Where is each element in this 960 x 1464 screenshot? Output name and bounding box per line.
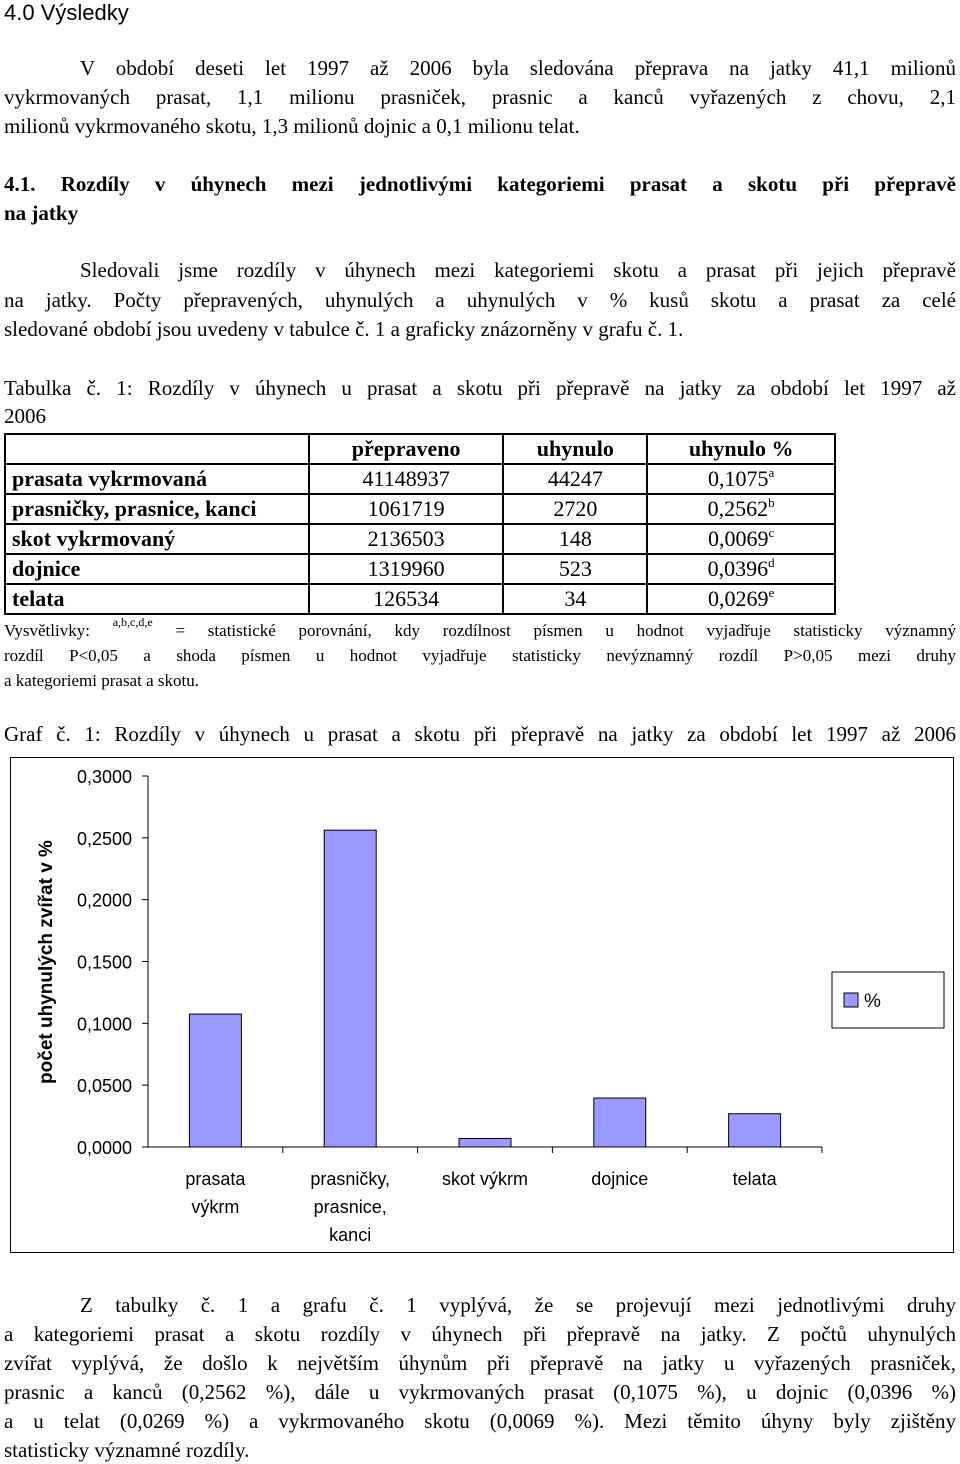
table-header: uhynulo [503, 434, 647, 464]
conclusion-line: a u telat (0,0269 %) a vykrmovaného skotu (0,0069 %). Mezi těmito úhyny byly zjištěny [4, 1409, 956, 1433]
intro-line: vykrmovaných prasat, 1,1 milionu prasniček, prasnic a kanců vyřazených z chovu, 2,1 [4, 85, 956, 109]
cell-died: 34 [503, 584, 647, 614]
note-line3: a kategoriemi prasat a skotu. [4, 671, 199, 690]
y-tick-label: 0,0500 [76, 1076, 132, 1097]
y-axis-label: počet uhynulých zvířat v % [36, 840, 57, 1084]
section-title: 4.1. Rozdíly v úhynech mezi jednotlivými kategoriemi prasat a skotu při přepravě [4, 172, 956, 196]
row-label: dojnice [5, 554, 309, 584]
bar [729, 1114, 781, 1147]
table-header: přepraveno [309, 434, 503, 464]
significance-letter: a [768, 465, 775, 480]
row-label: prasata vykrmovaná [5, 464, 309, 494]
significance-letter: d [768, 555, 775, 570]
conclusion-line: zvířat vyplývá, že došlo k největším úhynům při přepravě na jatky u vyřazených prasniček, [4, 1351, 956, 1375]
page-heading: 4.0 Výsledky [4, 0, 129, 25]
table-caption: 2006 [4, 404, 46, 428]
cell-transported: 1319960 [309, 554, 503, 584]
cell-died: 44247 [503, 464, 647, 494]
bar [594, 1098, 646, 1147]
bar [189, 1014, 241, 1147]
cell-died: 148 [503, 524, 647, 554]
y-tick-label: 0,2500 [76, 828, 132, 849]
y-tick-label: 0,0000 [76, 1138, 132, 1158]
x-tick-label: výkrm [191, 1197, 240, 1217]
x-tick-label: prasata [185, 1169, 246, 1189]
y-tick-label: 0,3000 [76, 767, 132, 787]
significance-letter: e [768, 585, 775, 600]
cell-pct: 0,0396$^d$ [647, 554, 835, 584]
y-tick-label: 0,2000 [76, 890, 132, 911]
note-line1: = statistické porovnání, kdy rozdílnost písmen u hodnot vyjadřuje statisticky významný [175, 621, 957, 640]
legend-swatch [844, 993, 858, 1007]
graph-caption: Graf č. 1: Rozdíly v úhynech u prasat a skotu při přepravě na jatky za období let 1997 až 2006 [4, 722, 956, 746]
row-label: telata [5, 584, 309, 614]
legend-label: % [864, 991, 881, 1012]
y-tick-label: 0,1500 [76, 952, 132, 973]
conclusion-line: Z tabulky č. 1 a grafu č. 1 vyplývá, že se projevují mezi jednotlivými druhy [80, 1293, 956, 1317]
cell-pct: 0,0069$^c$ [647, 524, 835, 554]
x-tick-label: telata [732, 1169, 777, 1189]
note-lead: Vysvětlivky: [4, 621, 90, 640]
table-header: uhynulo % [647, 434, 835, 464]
cell-transported: 2136503 [309, 524, 503, 554]
section-text: sledované období jsou uvedeny v tabulce č. 1 a graficky znázorněny v grafu č. 1. [4, 317, 684, 341]
y-tick-label: 0,1000 [76, 1014, 132, 1035]
x-tick-label: prasnice, [313, 1197, 387, 1217]
conclusion-line: prasnic a kanců (0,2562 %), dále u vykrmovaných prasat (0,1075 %), u dojnic (0,0396 %) [4, 1380, 956, 1404]
bar [324, 830, 376, 1147]
x-tick-label: prasničky, [310, 1169, 391, 1189]
cell-transported: 1061719 [309, 494, 503, 524]
cell-transported: 126534 [309, 584, 503, 614]
cell-pct: 0,2562$^b$ [647, 494, 835, 524]
table-caption: Tabulka č. 1: Rozdíly v úhynech u prasat a skotu při přepravě na jatky za období let 1997 až [4, 376, 956, 400]
note-line2: rozdíl P<0,05 a shoda písmen u hodnot vyjadřuje statisticky nevýznamný rozdíl P>0,05 mezi druhy [4, 646, 956, 665]
x-tick-label: kanci [329, 1225, 372, 1245]
significance-letter: b [768, 495, 775, 510]
cell-transported: 41148937 [309, 464, 503, 494]
cell-pct: 0,0269e [647, 584, 835, 614]
section-text: na jatky. Počty přepravených, uhynulých a uhynulých v % kusů skotu a prasat za celé [4, 288, 956, 312]
conclusion-line: a kategoriemi prasat a skotu rozdíly v úhynech při přepravě na jatky. Z počtů uhynulých [4, 1322, 956, 1346]
x-tick-label: dojnice [591, 1169, 649, 1189]
note-sup: a,b,c,d,e [112, 615, 153, 629]
significance-letter: c [768, 525, 775, 540]
row-label: skot vykrmovaný [5, 524, 309, 554]
bar [459, 1138, 511, 1147]
intro-line: milionů vykrmovaného skotu, 1,3 milionů dojnic a 0,1 milionu telat. [4, 114, 580, 138]
cell-pct: 0,1075$^a$ [647, 464, 835, 494]
section-text: Sledovali jsme rozdíly v úhynech mezi kategoriemi skotu a prasat při jejich přepravě [80, 258, 956, 282]
section-title: na jatky [4, 201, 79, 225]
x-tick-label: skot výkrm [441, 1169, 529, 1189]
cell-died: 2720 [503, 494, 647, 524]
intro-line: V období deseti let 1997 až 2006 byla sledována přeprava na jatky 41,1 milionů [80, 56, 956, 80]
cell-died: 523 [503, 554, 647, 584]
row-label: prasničky, prasnice, kanci [5, 494, 309, 524]
conclusion-line: statisticky významné rozdíly. [4, 1438, 250, 1462]
